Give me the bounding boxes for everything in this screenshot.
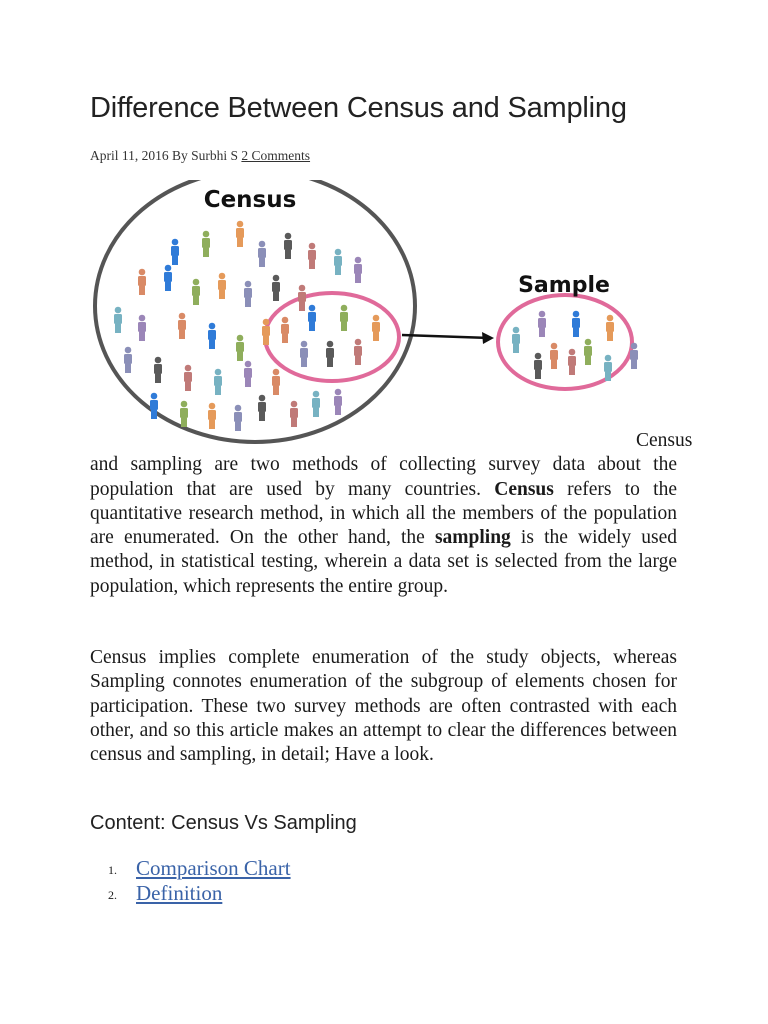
person-legs: [607, 332, 613, 341]
toc-link-definition[interactable]: Definition: [136, 881, 223, 905]
person-legs: [335, 266, 341, 275]
person-body: [326, 348, 334, 358]
person-head: [209, 403, 216, 410]
person-icon: [138, 315, 146, 341]
person-icon: [372, 315, 380, 341]
person-legs: [115, 324, 121, 333]
person-head: [605, 355, 612, 362]
person-body: [584, 346, 592, 356]
person-icon: [272, 369, 280, 395]
intro-paragraph: [90, 429, 693, 599]
person-icon: [258, 241, 266, 267]
person-icon: [630, 343, 638, 369]
person-body: [534, 360, 542, 370]
person-icon: [312, 391, 320, 417]
person-head: [309, 305, 316, 312]
person-head: [585, 339, 592, 346]
person-legs: [245, 378, 251, 387]
person-head: [259, 241, 266, 248]
person-icon: [171, 239, 179, 265]
person-icon: [178, 313, 186, 339]
person-legs: [551, 360, 557, 369]
person-icon: [208, 323, 216, 349]
person-body: [334, 396, 342, 406]
person-legs: [259, 258, 265, 267]
person-icon: [184, 365, 192, 391]
person-legs: [605, 372, 611, 381]
person-icon: [281, 317, 289, 343]
person-icon: [512, 327, 520, 353]
person-icon: [354, 339, 362, 365]
person-body: [550, 350, 558, 360]
person-head: [125, 347, 132, 354]
person-head: [607, 315, 614, 322]
person-icon: [300, 341, 308, 367]
person-body: [150, 400, 158, 410]
toc-number: 1.: [108, 863, 117, 877]
person-body: [312, 398, 320, 408]
person-head: [185, 365, 192, 372]
person-legs: [355, 356, 361, 365]
contents-heading: Content: Census Vs Sampling: [90, 812, 357, 834]
person-body: [236, 228, 244, 238]
person-body: [164, 272, 172, 282]
person-head: [165, 265, 172, 272]
person-body: [180, 408, 188, 418]
person-icon: [244, 361, 252, 387]
person-head: [273, 369, 280, 376]
toc-link-comparison-chart[interactable]: Comparison Chart: [136, 856, 291, 880]
census-vs-sample-illustration: [80, 180, 680, 455]
person-head: [209, 323, 216, 330]
person-legs: [185, 382, 191, 391]
person-legs: [203, 248, 209, 257]
person-head: [139, 269, 146, 276]
person-legs: [273, 292, 279, 301]
article-title: Difference Between Census and Sampling: [90, 92, 627, 124]
census-term: Census: [494, 478, 554, 500]
person-body: [214, 376, 222, 386]
person-legs: [193, 296, 199, 305]
person-head: [139, 315, 146, 322]
person-legs: [165, 282, 171, 291]
person-head: [282, 317, 289, 324]
intro-part3: is the widely used method, in statistical testing, wherein a data set is selected from the large population, which represents the entire group.: [90, 527, 677, 597]
person-legs: [282, 334, 288, 343]
person-icon: [164, 265, 172, 291]
person-icon: [354, 257, 362, 283]
intro-part2: refers to the quantitative research method, in which all the members of the population are enumerated. On the other hand, the: [90, 478, 678, 549]
person-legs: [569, 366, 575, 375]
person-legs: [219, 290, 225, 299]
person-head: [259, 395, 266, 402]
person-icon: [124, 347, 132, 373]
person-head: [373, 315, 380, 322]
person-head: [355, 339, 362, 346]
person-body: [114, 314, 122, 324]
person-icon: [550, 343, 558, 369]
person-head: [203, 231, 210, 238]
person-head: [237, 221, 244, 228]
person-body: [192, 286, 200, 296]
person-body: [340, 312, 348, 322]
person-legs: [513, 344, 519, 353]
person-body: [234, 412, 242, 422]
person-body: [308, 250, 316, 260]
person-head: [539, 311, 546, 318]
person-legs: [259, 412, 265, 421]
person-body: [604, 362, 612, 372]
person-body: [568, 356, 576, 366]
person-head: [335, 249, 342, 256]
person-legs: [179, 330, 185, 339]
person-head: [301, 341, 308, 348]
person-icon: [150, 393, 158, 419]
person-legs: [263, 336, 269, 345]
person-legs: [355, 274, 361, 283]
person-legs: [215, 386, 221, 395]
person-icon: [236, 221, 244, 247]
person-legs: [209, 420, 215, 429]
person-head: [291, 401, 298, 408]
person-legs: [139, 332, 145, 341]
person-head: [219, 273, 226, 280]
person-legs: [273, 386, 279, 395]
person-body: [202, 238, 210, 248]
person-head: [237, 335, 244, 342]
person-icon: [308, 243, 316, 269]
person-icon: [262, 319, 270, 345]
person-head: [309, 243, 316, 250]
selection-arrow-line: [402, 335, 490, 338]
person-head: [215, 369, 222, 376]
person-legs: [172, 256, 178, 265]
person-legs: [245, 298, 251, 307]
person-legs: [285, 250, 291, 259]
person-body: [218, 280, 226, 290]
person-legs: [139, 286, 145, 295]
post-date: April 11, 2016: [90, 148, 169, 163]
person-body: [298, 292, 306, 302]
article-meta: [90, 148, 310, 164]
person-icon: [218, 273, 226, 299]
person-head: [535, 353, 542, 360]
person-head: [245, 361, 252, 368]
person-icon: [604, 355, 612, 381]
person-head: [513, 327, 520, 334]
person-body: [538, 318, 546, 328]
person-body: [244, 288, 252, 298]
person-head: [245, 281, 252, 288]
person-body: [208, 410, 216, 420]
person-head: [193, 279, 200, 286]
person-legs: [327, 358, 333, 367]
person-legs: [237, 352, 243, 361]
person-head: [285, 233, 292, 240]
person-icon: [572, 311, 580, 337]
byline-word: By: [172, 148, 188, 163]
person-head: [341, 305, 348, 312]
person-body: [572, 318, 580, 328]
person-legs: [181, 418, 187, 427]
person-icon: [298, 285, 306, 311]
person-legs: [341, 322, 347, 331]
person-legs: [299, 302, 305, 311]
person-legs: [309, 260, 315, 269]
intro-lead: Census and sampling are two methods of collecting survey data about the population that are used by many countries.: [90, 430, 693, 500]
person-head: [313, 391, 320, 398]
person-body: [184, 372, 192, 382]
person-legs: [373, 332, 379, 341]
person-head: [551, 343, 558, 350]
person-icon: [568, 349, 576, 375]
person-head: [115, 307, 122, 314]
person-body: [171, 246, 179, 256]
person-icon: [208, 403, 216, 429]
person-icon: [284, 233, 292, 259]
person-legs: [237, 238, 243, 247]
person-legs: [155, 374, 161, 383]
person-head: [172, 239, 179, 246]
person-body: [290, 408, 298, 418]
person-icon: [334, 389, 342, 415]
person-legs: [539, 328, 545, 337]
census-label: Census: [203, 187, 297, 213]
person-body: [258, 402, 266, 412]
person-head: [569, 349, 576, 356]
person-body: [258, 248, 266, 258]
person-legs: [573, 328, 579, 337]
person-icon: [236, 335, 244, 361]
person-head: [327, 341, 334, 348]
person-body: [284, 240, 292, 250]
person-icon: [334, 249, 342, 275]
person-head: [355, 257, 362, 264]
person-legs: [313, 408, 319, 417]
person-body: [154, 364, 162, 374]
person-head: [179, 313, 186, 320]
person-head: [155, 357, 162, 364]
person-icon: [154, 357, 162, 383]
person-head: [299, 285, 306, 292]
person-body: [630, 350, 638, 360]
person-legs: [535, 370, 541, 379]
person-icon: [340, 305, 348, 331]
person-legs: [585, 356, 591, 365]
person-icon: [326, 341, 334, 367]
person-legs: [301, 358, 307, 367]
person-body: [244, 368, 252, 378]
person-legs: [151, 410, 157, 419]
person-icon: [534, 353, 542, 379]
person-legs: [209, 340, 215, 349]
person-body: [354, 346, 362, 356]
sample-label: Sample: [518, 273, 610, 298]
author-name: Surbhi S: [191, 148, 239, 163]
person-body: [208, 330, 216, 340]
comments-link[interactable]: 2 Comments: [241, 148, 311, 163]
person-legs: [125, 364, 131, 373]
person-head: [151, 393, 158, 400]
person-icon: [244, 281, 252, 307]
person-legs: [309, 322, 315, 331]
person-head: [573, 311, 580, 318]
person-icon: [202, 231, 210, 257]
person-body: [138, 322, 146, 332]
person-icon: [538, 311, 546, 337]
person-icon: [272, 275, 280, 301]
person-icon: [192, 279, 200, 305]
person-body: [178, 320, 186, 330]
sampling-term: sampling: [434, 527, 511, 549]
person-icon: [290, 401, 298, 427]
selection-arrowhead: [482, 332, 494, 344]
person-body: [354, 264, 362, 274]
person-body: [124, 354, 132, 364]
person-head: [263, 319, 270, 326]
person-icon: [234, 405, 242, 431]
person-head: [235, 405, 242, 412]
person-legs: [335, 406, 341, 415]
person-body: [372, 322, 380, 332]
person-icon: [308, 305, 316, 331]
person-body: [512, 334, 520, 344]
person-head: [181, 401, 188, 408]
person-icon: [214, 369, 222, 395]
person-icon: [258, 395, 266, 421]
person-body: [334, 256, 342, 266]
person-icon: [606, 315, 614, 341]
second-paragraph: Census implies complete enumeration of the study objects, whereas Sampling connotes enumeration of the subgroup of elements chosen for participation. These two survey methods are often contrasted with each other, and so this article makes an attempt to clear the differences between census and sampling, in detail; Have a look.: [90, 647, 677, 766]
person-body: [272, 376, 280, 386]
person-head: [335, 389, 342, 396]
person-icon: [180, 401, 188, 427]
person-body: [606, 322, 614, 332]
person-body: [281, 324, 289, 334]
person-head: [631, 343, 638, 350]
person-body: [262, 326, 270, 336]
toc-number: 2.: [108, 888, 117, 902]
person-body: [272, 282, 280, 292]
person-body: [138, 276, 146, 286]
person-body: [236, 342, 244, 352]
person-head: [273, 275, 280, 282]
person-body: [308, 312, 316, 322]
person-body: [300, 348, 308, 358]
person-icon: [138, 269, 146, 295]
person-icon: [584, 339, 592, 365]
person-icon: [114, 307, 122, 333]
person-legs: [631, 360, 637, 369]
census-population-ellipse: [95, 180, 415, 442]
person-legs: [291, 418, 297, 427]
